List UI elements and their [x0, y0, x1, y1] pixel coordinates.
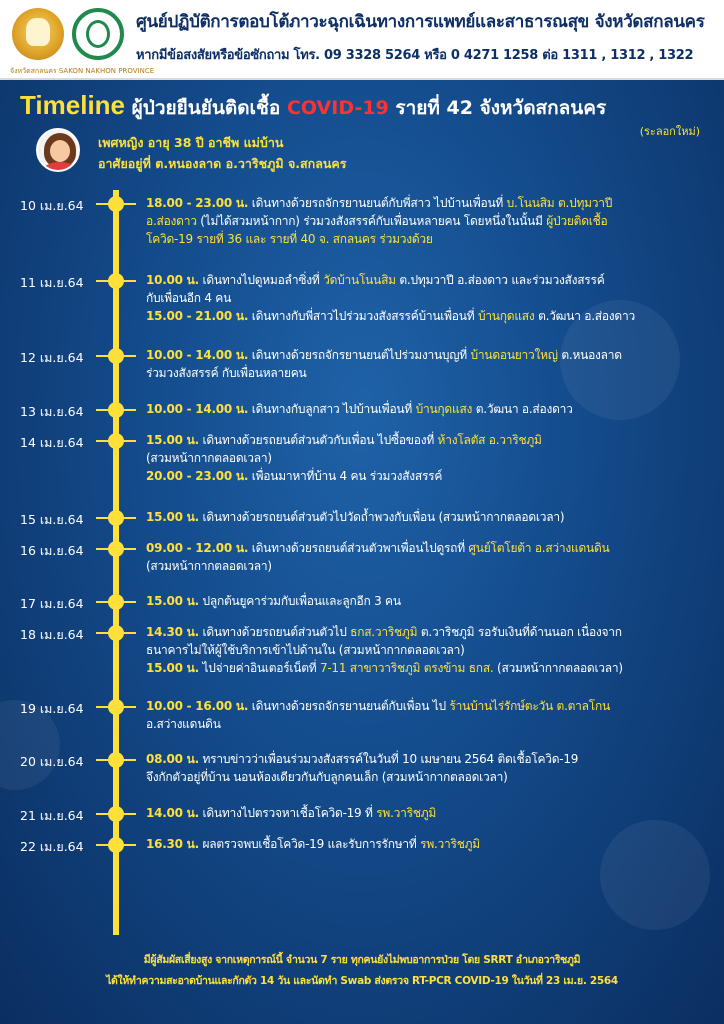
event-line: อ.สว่างแดนดิน	[146, 717, 221, 731]
event-line	[146, 271, 714, 289]
patient-avatar	[36, 128, 80, 172]
event-time: 10.00 น.	[146, 273, 199, 287]
event-place: รพ.วาริชภูมิ	[420, 837, 480, 851]
event-text: เดินทางกับพี่สาวไปร่วมวงสังสรรค์บ้านเพื่อนที่	[248, 309, 478, 323]
day-event	[146, 539, 714, 575]
event-text: ไปจ่ายค่าอินเตอร์เน็ตที่	[198, 661, 320, 675]
day-event	[146, 271, 714, 325]
event-text: เดินทางด้วยรถยนต์ส่วนตัวพาเพื่อนไปดูรถที่	[248, 541, 469, 555]
day-date: 18 เม.ย.64	[20, 627, 84, 642]
timeline-dot	[108, 541, 124, 557]
event-line	[146, 539, 714, 557]
event-text: ต.วาริชภูมิ รอรับเงินที่ด้านนอก เนื่องจาก	[417, 625, 622, 639]
patient-info-line1: เพศหญิง อายุ 38 ปี อาชีพ แม่บ้าน	[98, 135, 284, 150]
event-line	[146, 346, 714, 364]
event-line: (สวมหน้ากากตลอดเวลา)	[146, 451, 272, 465]
event-place: บ้านดอนยาวใหญ่	[470, 348, 558, 362]
title-note: (ระลอกใหม่)	[639, 125, 700, 138]
event-text: เดินทางด้วยรถยนต์ส่วนตัวกับเพื่อน ไปซื้อของที่	[198, 433, 438, 447]
event-time: 09.00 - 12.00 น.	[146, 541, 249, 555]
timeline-dot	[108, 752, 124, 768]
day-date: 16 เม.ย.64	[20, 543, 84, 558]
event-time: 18.00 - 23.00 น.	[146, 196, 249, 210]
day-date: 17 เม.ย.64	[20, 596, 84, 611]
event-place: ร้านบ้านไร่รักษ์ตะวัน ต.ตาลโกน	[449, 699, 610, 713]
day-date: 10 เม.ย.64	[20, 198, 84, 213]
footer-line2: ได้ให้ทำความสะอาดบ้านและกักตัว 14 วัน และนัดทำ Swab ส่งตรวจ RT-PCR COVID-19 ในวันที่ 23 เม.ย. 2564	[106, 975, 618, 987]
day-event	[146, 804, 714, 822]
event-text: เดินทางด้วยรถยนต์ส่วนตัวไป	[198, 625, 351, 639]
avatar-face	[50, 140, 70, 162]
day-event	[146, 346, 714, 382]
event-place: บ้านกุดแสง	[415, 402, 473, 416]
event-place: ห้างโลตัส อ.วาริชภูมิ	[437, 433, 542, 447]
day-date: 14 เม.ย.64	[20, 435, 84, 450]
event-text: ทราบข่าวว่าเพื่อนร่วมวงสังสรรค์ในวันที่ 10 เมษายน 2564 ติดเชื้อโควิด-19	[198, 752, 579, 766]
province-seal-icon	[26, 18, 50, 46]
timeline-dot	[108, 837, 124, 853]
day-date: 12 เม.ย.64	[20, 350, 84, 365]
event-text: เดินทางไปดูหมอลำซิ่งที่	[198, 273, 324, 287]
title-part2: รายที่ 42 จังหวัดสกลนคร	[388, 97, 607, 119]
event-time: 14.00 น.	[146, 806, 199, 820]
event-time: 08.00 น.	[146, 752, 199, 766]
event-line	[146, 697, 714, 715]
timeline-dot	[108, 699, 124, 715]
moph-seal-icon	[86, 20, 110, 48]
event-text: เดินทางกับลูกสาว ไปบ้านเพื่อนที่	[248, 402, 416, 416]
event-line	[146, 592, 714, 610]
event-line	[146, 750, 714, 768]
day-event	[146, 697, 714, 733]
title-part1: ผู้ป่วยยืนยันติดเชื้อ	[125, 97, 287, 119]
event-text: ต.วัฒนา อ.ส่องดาว	[534, 309, 635, 323]
day-date: 22 เม.ย.64	[20, 839, 84, 854]
event-time: 10.00 - 14.00 น.	[146, 348, 249, 362]
event-line	[146, 659, 714, 677]
event-line	[146, 467, 714, 485]
footer-line1: มีผู้สัมผัสเสี่ยงสูง จากเหตุการณ์นี้ จำนวน 7 ราย ทุกคนยังไม่พบอาการป่วย โดย SRRT อำเภอวาริชภูมิ	[143, 954, 581, 966]
footer-note	[0, 950, 724, 992]
event-time: 10.00 - 14.00 น.	[146, 402, 249, 416]
event-time: 15.00 น.	[146, 661, 199, 675]
event-text: ต.หนองลาด	[557, 348, 622, 362]
day-event	[146, 431, 714, 485]
day-date: 13 เม.ย.64	[20, 404, 84, 419]
event-place: โควิด-19 รายที่ 36 และ รายที่ 40 จ. สกลนคร ร่วมวงด้วย	[146, 232, 433, 246]
event-place: อ.ส่องดาว	[146, 214, 197, 228]
event-text: (ไม่ได้สวมหน้ากาก) ร่วมวงสังสรรค์กับเพื่อนหลายคน โดยหนึ่งในนั้นมี	[196, 214, 547, 228]
event-line	[146, 835, 714, 853]
event-text: ผลตรวจพบเชื้อโควิด-19 และรับการรักษาที่	[198, 837, 421, 851]
page-title	[20, 90, 710, 123]
day-event	[146, 508, 714, 526]
event-place: ผู้ป่วยติดเชื้อ	[546, 214, 608, 228]
event-line	[146, 307, 714, 325]
event-text: เดินทางด้วยรถจักรยานยนต์กับพี่สาว ไปบ้านเพื่อนที่	[248, 196, 507, 210]
ministry-of-public-health-logo	[72, 8, 124, 60]
day-date: 11 เม.ย.64	[20, 275, 84, 290]
event-text: ปลูกต้นยูคาร่วมกับเพื่อนและลูกอีก 3 คน	[198, 594, 401, 608]
event-text: เดินทางด้วยรถยนต์ส่วนตัวไปวัดถ้ำพวงกับเพื่อน (สวมหน้ากากตลอดเวลา)	[198, 510, 565, 524]
header-banner	[0, 0, 724, 80]
event-line	[146, 230, 714, 248]
event-time: 15.00 น.	[146, 510, 199, 524]
day-date: 19 เม.ย.64	[20, 701, 84, 716]
event-line	[146, 431, 714, 449]
timeline-dot	[108, 806, 124, 822]
timeline-line	[113, 190, 119, 935]
event-line: จึงกักตัวอยู่ที่บ้าน นอนห้องเดียวกันกับลูกคนเล็ก (สวมหน้ากากตลอดเวลา)	[146, 770, 508, 784]
event-time: 20.00 - 23.00 น.	[146, 469, 249, 483]
day-event	[146, 623, 714, 677]
event-text: ต.วัฒนา อ.ส่องดาว	[472, 402, 573, 416]
event-place: ศูนย์โตโยต้า อ.สว่างแดนดิน	[468, 541, 610, 555]
day-date: 20 เม.ย.64	[20, 754, 84, 769]
event-line: ธนาคารไม่ให้ผู้ใช้บริการเข้าไปด้านใน (สวมหน้ากากตลอดเวลา)	[146, 643, 465, 657]
event-place: รพ.วาริชภูมิ	[376, 806, 437, 820]
province-logo	[10, 8, 155, 75]
event-line: กับเพื่อนอีก 4 คน	[146, 291, 232, 305]
day-event	[146, 400, 714, 418]
event-line	[146, 804, 714, 822]
header-contact: หากมีข้อสงสัยหรือข้อซักถาม โทร. 09 3328 5264 หรือ 0 4271 1258 ต่อ 1311 , 1312 , 1322	[136, 48, 694, 63]
event-text: (สวมหน้ากากตลอดเวลา)	[493, 661, 623, 675]
event-place: ธกส.วาริชภูมิ	[350, 625, 418, 639]
event-place: บ้านกุดแสง	[477, 309, 535, 323]
event-time: 10.00 - 16.00 น.	[146, 699, 249, 713]
title-timeline-word: Timeline	[20, 90, 126, 120]
event-time: 15.00 น.	[146, 594, 199, 608]
event-time: 15.00 น.	[146, 433, 199, 447]
event-line	[146, 623, 714, 641]
event-time: 16.30 น.	[146, 837, 199, 851]
day-date: 15 เม.ย.64	[20, 512, 84, 527]
timeline-dot	[108, 625, 124, 641]
patient-info-line2: อาศัยอยู่ที่ ต.หนองลาด อ.วาริชภูมิ จ.สกลนคร	[98, 156, 347, 171]
day-event	[146, 750, 714, 786]
event-place: 7-11 สาขาวาริชภูมิ ตรงข้าม ธกส.	[319, 661, 494, 675]
event-line: (สวมหน้ากากตลอดเวลา)	[146, 559, 272, 573]
timeline-dot	[108, 273, 124, 289]
timeline-dot	[108, 433, 124, 449]
timeline-dot	[108, 510, 124, 526]
day-event	[146, 592, 714, 610]
event-text: เดินทางด้วยรถจักรยานยนต์ไปร่วมงานบุญที่	[248, 348, 471, 362]
event-line: ร่วมวงสังสรรค์ กับเพื่อนหลายคน	[146, 366, 307, 380]
event-text: ต.ปทุมวาปี อ.ส่องดาว และร่วมวงสังสรรค์	[395, 273, 605, 287]
header-title: ศูนย์ปฏิบัติการตอบโต้ภาวะฉุกเฉินทางการแพทย์และสาธารณสุข จังหวัดสกลนคร	[136, 12, 705, 32]
timeline-dot	[108, 196, 124, 212]
event-text: เพื่อนมาหาที่บ้าน 4 คน ร่วมวงสังสรรค์	[248, 469, 443, 483]
timeline-dot	[108, 348, 124, 364]
timeline-dot	[108, 594, 124, 610]
title-covid: COVID-19	[286, 97, 389, 119]
event-text: เดินทางด้วยรถจักรยานยนต์กับเพื่อน ไป	[248, 699, 450, 713]
event-time: 14.30 น.	[146, 625, 199, 639]
event-line	[146, 212, 714, 230]
day-event	[146, 194, 714, 248]
timeline-dot	[108, 402, 124, 418]
event-place: วัดบ้านโนนสิม	[323, 273, 396, 287]
day-event	[146, 835, 714, 853]
province-logo-text: จังหวัดสกลนคร SAKON NAKHON PROVINCE	[10, 67, 155, 75]
event-time: 15.00 - 21.00 น.	[146, 309, 249, 323]
avatar-shirt	[42, 162, 78, 172]
event-line	[146, 194, 714, 212]
event-text: เดินทางไปตรวจหาเชื้อโควิด-19 ที่	[198, 806, 377, 820]
day-date: 21 เม.ย.64	[20, 808, 84, 823]
event-line	[146, 400, 714, 418]
event-place: บ.โนนสิม ต.ปทุมวาปี	[506, 196, 613, 210]
event-line	[146, 508, 714, 526]
